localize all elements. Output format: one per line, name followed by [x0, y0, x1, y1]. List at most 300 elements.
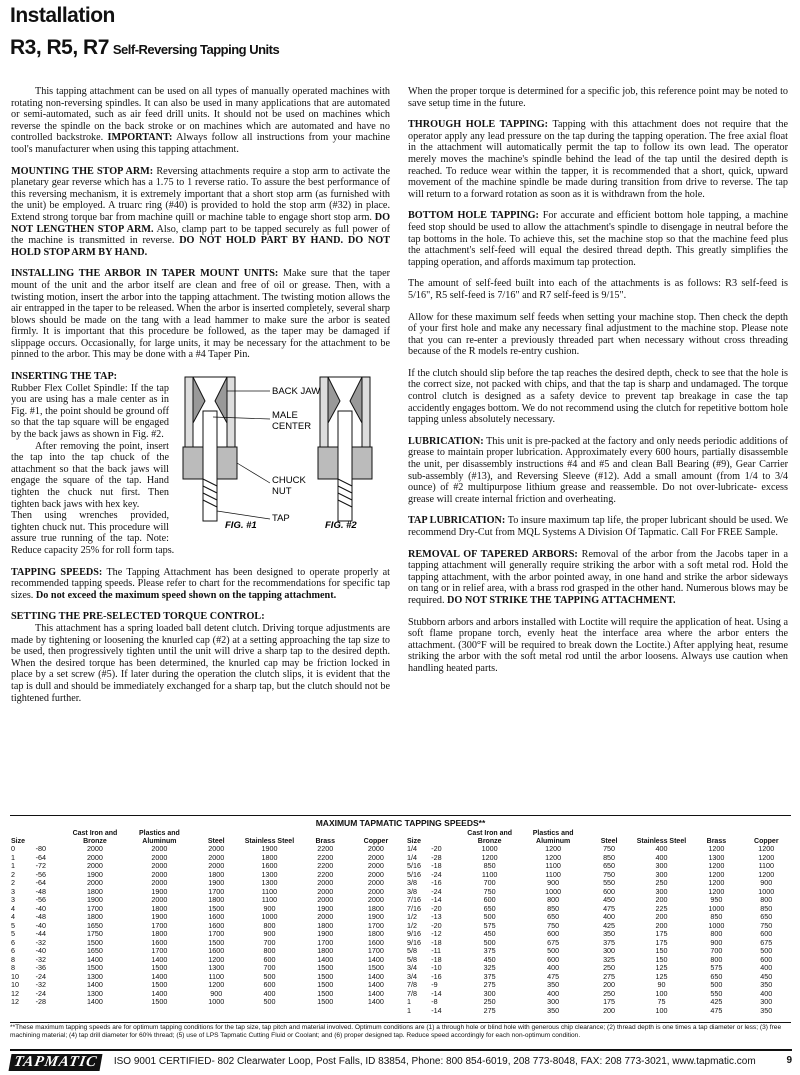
table-cell: 1000 — [208, 997, 225, 1006]
table-cell: 2000 — [151, 844, 168, 853]
table-cell: 500 — [263, 997, 276, 1006]
table-cell: 3/8 — [407, 878, 417, 887]
table-cell: 2000 — [208, 844, 225, 853]
table-cell: 450 — [483, 929, 496, 938]
table-cell: 1200 — [545, 852, 562, 862]
table-cell: 650 — [547, 912, 560, 921]
table-cell: 575 — [710, 963, 723, 972]
table-cell: 2200 — [317, 844, 334, 853]
table-cell: 700 — [483, 878, 496, 887]
table-row — [10, 913, 400, 922]
table-cell: 350 — [547, 1005, 560, 1015]
table-cell: 1900 — [317, 929, 334, 938]
table-cell: 850 — [760, 903, 773, 913]
lubrication-section: LUBRICATION: This unit is pre-packed at the factory and only needs periodic additions of grease to maintain proper lubrication. Approximately every 600 hours, partially disassemble the unit, per disassembly instructions #4 and #5 and clean Ball Bearing (#9), Gear Carrier sub-assembly (#13), and Reversing Sleeve (#12). Add a small amount (from 1/4 to 3/4 ounce) of #2 multipurpose lithium grease and reassemble. Do not over-lubricate- excess grease will create internal friction and overheating. — [408, 435, 788, 505]
table-cell: 12 — [11, 997, 19, 1006]
table-row — [10, 956, 400, 965]
table-cell: 7/8 — [407, 980, 417, 989]
table-footnote: **These maximum tapping speeds are for optimum tapping conditions for the tap size, tap pitch and material involved. Optimum conditions are (1) a through hole or blind hole with generous chip clearance; (2) thread depth is one times a tap diameter or less; (3) free machining material; (4) tap drill diameter for 60% thread; (5) use of LPS Tapmatic Cutting Fluid or Coolant; and (6) proper designed tap. Reduce speed accordingly for each non-optimum condition. — [10, 1022, 791, 1039]
table-row — [406, 964, 790, 973]
table-cell: 1800 — [317, 946, 334, 955]
table-cell: 575 — [483, 920, 496, 930]
table-cell: 225 — [655, 903, 668, 913]
table-cell: 750 — [483, 886, 496, 896]
table-cell: 2000 — [208, 861, 225, 870]
table-cell: 1200 — [758, 852, 775, 862]
table-row — [406, 845, 790, 854]
table-cell: 9/16 — [407, 937, 421, 947]
table-header-cell: Steel — [600, 837, 618, 845]
speeds-table-right — [406, 830, 790, 1015]
table-cell: 1300 — [208, 963, 225, 972]
table-cell: 1/4 — [407, 844, 417, 853]
table-cell: 1200 — [545, 844, 562, 853]
table-cell: 500 — [760, 946, 773, 955]
table-header-cell: Steel — [207, 837, 225, 845]
table-cell: 1600 — [208, 912, 225, 921]
table-cell: 400 — [263, 988, 276, 998]
table-cell: 1700 — [317, 937, 334, 947]
table-cell: 100 — [655, 988, 668, 998]
table-cell: 800 — [263, 920, 276, 930]
table-cell: 12 — [11, 988, 19, 998]
table-cell: 500 — [263, 971, 276, 981]
table-cell: -28 — [431, 852, 442, 862]
arbor-heading: INSTALLING THE ARBOR IN TAPER MOUNT UNITS: — [11, 268, 279, 280]
table-cell: 1300 — [261, 878, 278, 887]
table-cell: 1200 — [708, 844, 725, 853]
table-cell: 1500 — [86, 963, 103, 972]
table-cell: 1500 — [317, 997, 334, 1006]
table-header-cell: Size — [407, 837, 422, 845]
table-cell: -56 — [35, 869, 46, 879]
table-cell: 1650 — [86, 946, 103, 955]
table-cell: -72 — [35, 861, 46, 870]
table-cell: 1500 — [317, 988, 334, 998]
table-cell: 600 — [760, 954, 773, 964]
table-cell: 750 — [603, 844, 616, 853]
table-row — [406, 913, 790, 922]
table-cell: 1600 — [151, 937, 168, 947]
stop-arm-heading: MOUNTING THE STOP ARM: — [11, 165, 154, 177]
table-cell: 1400 — [317, 954, 334, 964]
table-cell: 2000 — [151, 869, 168, 879]
table-cell: 1400 — [367, 997, 384, 1006]
table-cell: 90 — [657, 980, 666, 989]
table-cell: 175 — [655, 929, 668, 938]
table-row — [10, 862, 400, 871]
table-cell: 1700 — [367, 920, 384, 930]
table-row — [406, 888, 790, 897]
table-cell: 1800 — [151, 903, 168, 913]
table-cell: 300 — [760, 997, 773, 1006]
table-cell: 1300 — [86, 988, 103, 998]
models-label: R3, R5, R7 — [10, 36, 109, 59]
bottom-hole-section: BOTTOM HOLE TAPPING: For accurate and efficient bottom hole tapping, a machine feed stop should be used to allow the attachment's spindle to disengage in neutral before the tap bottoms in the hole. To achieve this, set the machine stop so that the machine feed plus the attachment's self-feed will equal the desired thread depth. This greatly simplifies the tapping operation, and affords maximum tap protection. — [408, 210, 789, 268]
table-cell: -36 — [35, 963, 46, 972]
table-header-cell: Stainless Steel — [636, 837, 687, 845]
table-cell: 1100 — [208, 971, 224, 981]
table-cell: 400 — [603, 912, 616, 921]
table-cell: 1200 — [758, 844, 775, 853]
table-cell: -16 — [431, 971, 442, 981]
table-cell: -80 — [35, 844, 46, 853]
table-cell: 300 — [547, 997, 560, 1006]
table-cell: 2000 — [151, 861, 168, 870]
table-cell: -24 — [431, 886, 442, 896]
male-center-label-1: MALE — [272, 410, 298, 422]
tap-lubrication-section: TAP LUBRICATION: To insure maximum tap life, the proper lubricant should be used. We recommend Dry-Cut from MQL Systems A Division Of Tapmatic. Call For FREE Sample. — [408, 515, 789, 538]
table-row — [10, 981, 400, 990]
fig2-label: FIG. #2 — [325, 520, 357, 532]
table-row — [10, 922, 400, 931]
table-cell: 500 — [483, 937, 496, 947]
table-cell: -10 — [431, 963, 442, 972]
table-cell: -12 — [431, 929, 442, 938]
table-cell: 5/8 — [407, 954, 417, 964]
table-cell: 1700 — [151, 946, 168, 955]
table-cell: -18 — [431, 954, 442, 964]
table-cell: 1 — [11, 861, 15, 870]
table-cell: 1400 — [367, 954, 384, 964]
table-cell: 750 — [760, 920, 773, 930]
page-number: 9 — [786, 1055, 792, 1066]
table-cell: 10 — [11, 980, 19, 989]
table-cell: 1800 — [317, 920, 334, 930]
table-cell: 5/8 — [407, 946, 417, 955]
table-cell: 2000 — [151, 895, 168, 904]
table-cell: -8 — [431, 997, 438, 1006]
table-row — [406, 973, 790, 982]
table-cell: 800 — [710, 954, 723, 964]
stop-arm-section: MOUNTING THE STOP ARM: Reversing attachments require a stop arm to activate the planetary gear reverse which has a 1.75 to 1 reverse ratio. To assure the best performance of this reversing mechanism, it is extremely important that a short stop arm (as furnished with the unit) be employed. A truarc ring (#40) is provided to hold the stop arm (#32) in place. Extend strong torque bar from machine quill or machine table to engage short stop arm. DO NOT LENGTHEN STOP ARM. Also, clamp part to be tapped securely as full power of the machine is transmitted in reverse. DO NOT HOLD PART BY HAND. DO NOT HOLD STOP ARM BY HAND. — [11, 165, 391, 258]
tap-lubrication-heading: TAP LUBRICATION: — [408, 515, 506, 527]
table-cell: 475 — [710, 1005, 723, 1015]
table-cell: 2000 — [86, 878, 103, 887]
table-cell: 800 — [547, 895, 560, 904]
table-cell: 550 — [603, 878, 616, 887]
tapmatic-logo: TAPMATIC — [9, 1054, 103, 1071]
table-cell: 1000 — [261, 912, 278, 921]
table-cell: 600 — [760, 929, 773, 938]
table-cell: 300 — [603, 946, 616, 955]
table-cell: 1100 — [545, 861, 561, 870]
table-cell: 9/16 — [407, 929, 421, 938]
table-title: MAXIMUM TAPMATIC TAPPING SPEEDS** — [315, 818, 486, 828]
table-cell: 1500 — [317, 971, 334, 981]
table-cell: 1800 — [367, 929, 384, 938]
table-cell: 2000 — [367, 895, 384, 904]
table-cell: -20 — [431, 903, 442, 913]
table-cell: 1200 — [208, 980, 225, 989]
clutch-paragraph: If the clutch should slip before the tap reaches the desired depth, check to see that the hole is the correct size, not packed with chips, and that the tap is sharp and undamaged. The torque control clutch is designed as a safety device to prevent tap breakage in case the tap accidently engages bottom. We do not recommend using the clutch for repetitive bottom hole tapping unless absolutely necessary. — [408, 367, 788, 426]
table-row — [406, 922, 790, 931]
table-header-cell: Size — [11, 837, 26, 845]
table-cell: 375 — [603, 937, 616, 947]
table-cell: 2000 — [86, 844, 103, 853]
table-cell: 275 — [483, 980, 496, 989]
table-cell: 500 — [547, 946, 560, 955]
table-cell: 475 — [547, 971, 560, 981]
table-cell: 1100 — [545, 869, 561, 879]
table-cell: 1400 — [151, 971, 168, 981]
table-cell: 1 — [407, 1005, 411, 1015]
table-row — [406, 871, 790, 880]
table-cell: 2000 — [208, 852, 225, 862]
table-cell: 2 — [11, 869, 15, 879]
table-cell: -11 — [431, 946, 442, 955]
torque-section: SETTING THE PRE-SELECTED TORQUE CONTROL: This attachment has a spring loaded ball detent clutch. Driving torque adjustments are made by tightening or loosening the knurled cap (#2) at a setting approaching the tap size to be used, then progressively tighten until the unit will drive a sharp tap to the desired depth. When the desired torque has been determined, the knurled cap may be friction locked in place by a set screw (#5). If later during the operation the clutch slips, it is evident that the tap is dull and should be immediately exchanged for a sharp tap, but the clutch should not be tightened further. — [11, 611, 390, 704]
table-cell: -40 — [35, 946, 46, 955]
table-cell: 425 — [603, 920, 616, 930]
table-cell: 425 — [710, 997, 723, 1006]
table-cell: -14 — [431, 895, 442, 904]
table-row — [10, 888, 400, 897]
table-cell: 4 — [11, 903, 15, 913]
table-cell: 1 — [11, 852, 15, 862]
table-row — [406, 990, 790, 999]
lubrication-heading: LUBRICATION: — [408, 435, 484, 447]
table-row — [10, 854, 400, 863]
table-row — [10, 964, 400, 973]
table-cell: 1100 — [758, 861, 775, 870]
table-cell: 400 — [655, 852, 668, 862]
table-cell: 1500 — [151, 997, 168, 1006]
through-hole-heading: THROUGH HOLE TAPPING: — [408, 119, 549, 131]
table-cell: 1600 — [208, 946, 225, 955]
tapping-speeds-section: TAPPING SPEEDS: The Tapping Attachment has been designed to operate properly at recommended tapping speeds. Please refer to chart for the recommendations for specific tap sizes. Do not exceed the maximum speed shown on the tapping attachment. — [11, 566, 390, 601]
table-cell: -16 — [431, 878, 442, 887]
table-cell: 850 — [603, 852, 616, 862]
table-header-cell: Copper — [754, 837, 779, 845]
speeds-table-section — [10, 815, 791, 1015]
right-column — [408, 86, 788, 685]
table-cell: 6 — [11, 937, 15, 947]
table-cell: 400 — [547, 963, 560, 972]
table-row — [10, 939, 400, 948]
allow-paragraph: Allow for these maximum self feeds when setting your machine stop. Then check the depth of your first hole and make any necessary final adjustment to the machine stop. Please note that you can re-enter a previously threaded part when necessary without cross threading because of the R models re-entry cushion. — [408, 311, 788, 358]
table-cell: 175 — [603, 997, 616, 1006]
table-cell: 1200 — [708, 869, 725, 879]
table-cell: 600 — [263, 980, 276, 989]
table-cell: 2200 — [317, 869, 334, 879]
table-cell: 900 — [210, 988, 223, 998]
table-cell: 250 — [603, 988, 616, 998]
table-header-cell: Copper — [363, 837, 389, 845]
table-cell: 1900 — [317, 903, 334, 913]
footer-contact: ISO 9001 CERTIFIED- 802 Clearwater Loop, Post Falls, ID 83854, Phone: 800 854-6019, 208 773-8048, FAX: 208 773-3021, www.tapmatic.com — [113, 1056, 756, 1067]
table-cell: 1 — [407, 997, 411, 1006]
table-row — [406, 930, 790, 939]
removal-section: REMOVAL OF TAPERED ARBORS: Removal of the arbor from the Jacobs taper in a tapping attachment will generally require striking the arbor with a soft metal rod. Hold the tapping attachment, with the arbor pointed away, in one hand and strike the arbor sideways on tang or in relief area, with a brass rod grasped in the other hand. Numerous blows may be required. DO NOT STRIKE THE TAPPING ATTACHMENT. — [408, 548, 789, 606]
table-cell: 1000 — [708, 903, 725, 913]
table-cell: 7/8 — [407, 988, 417, 998]
table-cell: 650 — [710, 971, 723, 981]
table-cell: 1500 — [317, 980, 334, 989]
table-cell: 2000 — [367, 869, 384, 879]
table-cell: 1700 — [86, 903, 103, 913]
chuck-nut-label-1: CHUCK — [272, 475, 306, 487]
table-cell: 1300 — [261, 869, 278, 879]
proper-torque-paragraph: When the proper torque is determined for a specific job, this reference point may be noted to save setup time in the future. — [408, 86, 788, 109]
table-cell: 1650 — [86, 920, 103, 930]
arbor-section: INSTALLING THE ARBOR IN TAPER MOUNT UNITS: Make sure that the taper mount of the unit and the arbor itself are clean and free of oil or grease. Then, with a twisting motion, insert the arbor into the tapping attachment. The twisting motion allows the air entrapped in the taper to be released. When the arbor is inserted completely, several sharp blows should be made on the tang with a lead hammer to make sure the arbor is seated firmly. It is important that this procedure be followed, as the taper may be damaged if slippage occurs. Occasionally, for large units, it may be necessary for the attachment to be pinned to the arbor. This may be done with a #4 Taper Pin. — [11, 268, 390, 361]
table-cell: 1900 — [367, 912, 384, 921]
table-cell: 900 — [263, 929, 276, 938]
table-cell: 1400 — [86, 997, 103, 1006]
table-cell: 550 — [710, 988, 723, 998]
table-cell: 6 — [11, 946, 15, 955]
table-cell: 600 — [483, 895, 496, 904]
table-row — [10, 871, 400, 880]
table-cell: 300 — [655, 869, 668, 879]
table-cell: -9 — [431, 980, 438, 989]
table-cell: -18 — [431, 861, 442, 870]
table-cell: 1700 — [151, 920, 168, 930]
table-cell: 200 — [655, 920, 668, 930]
table-cell: 350 — [760, 980, 773, 989]
table-cell: 400 — [760, 988, 773, 998]
male-center-label-2: CENTER — [272, 421, 312, 433]
table-cell: 600 — [603, 886, 616, 896]
table-row — [406, 854, 790, 863]
table-row — [10, 896, 400, 905]
table-cell: 450 — [483, 954, 496, 964]
table-cell: 2000 — [367, 844, 384, 853]
table-cell: 2000 — [317, 895, 334, 904]
table-cell: 200 — [655, 912, 668, 921]
table-cell: -20 — [431, 844, 442, 853]
table-cell: 2000 — [367, 878, 384, 887]
table-cell: 850 — [483, 861, 496, 870]
table-cell: 650 — [760, 912, 773, 921]
table-cell: 200 — [655, 895, 668, 904]
table-cell: 1000 — [708, 920, 725, 930]
tapping-speeds-heading: TAPPING SPEEDS: — [11, 566, 103, 578]
table-cell: 125 — [655, 971, 668, 981]
table-header-cell: Stainless Steel — [244, 837, 295, 845]
table-cell: 2200 — [317, 861, 334, 870]
table-row — [406, 981, 790, 990]
table-cell: 3/8 — [407, 886, 417, 896]
table-cell: 1900 — [86, 895, 103, 904]
table-cell: 1500 — [208, 903, 225, 913]
table-cell: 1900 — [151, 886, 168, 896]
table-cell: 375 — [483, 946, 496, 955]
table-cell: 100 — [655, 1005, 668, 1015]
table-cell: 1800 — [208, 895, 225, 904]
table-cell: 1700 — [208, 886, 225, 896]
table-cell: -40 — [35, 920, 46, 930]
table-cell: -14 — [431, 1005, 442, 1015]
table-cell: -32 — [35, 937, 46, 947]
fig1-label: FIG. #1 — [225, 520, 257, 532]
table-cell: 3/4 — [407, 963, 417, 972]
table-row — [10, 998, 400, 1007]
table-cell: 600 — [263, 954, 276, 964]
table-cell: 675 — [760, 937, 773, 947]
table-row — [406, 862, 790, 871]
table-cell: 600 — [547, 954, 560, 964]
table-cell: 850 — [547, 903, 560, 913]
table-cell: 650 — [603, 861, 616, 870]
table-cell: 1000 — [481, 844, 498, 853]
table-cell: 3 — [11, 895, 15, 904]
table-row — [406, 879, 790, 888]
torque-heading: SETTING THE PRE-SELECTED TORQUE CONTROL: — [11, 611, 265, 623]
table-row — [406, 896, 790, 905]
table-row — [406, 947, 790, 956]
table-cell: 2000 — [86, 861, 103, 870]
table-cell: 75 — [657, 997, 666, 1006]
table-cell: 1400 — [367, 980, 384, 989]
table-cell: 500 — [710, 980, 723, 989]
table-header-cell: Plastics and Aluminum — [138, 830, 180, 845]
back-jaw-label: BACK JAW — [272, 386, 321, 398]
table-cell: 7/16 — [407, 903, 421, 913]
table-cell: -48 — [35, 912, 46, 921]
table-row — [10, 973, 400, 982]
table-cell: 200 — [603, 980, 616, 989]
table-cell: 1500 — [86, 937, 103, 947]
tap-chuck-figure — [175, 371, 390, 531]
table-header-cell: Cast Iron and Bronze — [467, 830, 513, 845]
table-cell: 1500 — [367, 963, 384, 972]
table-row — [406, 998, 790, 1007]
bottom-hole-heading: BOTTOM HOLE TAPPING: — [408, 210, 539, 222]
table-cell: 275 — [603, 971, 616, 981]
table-cell: 2000 — [86, 852, 103, 862]
table-cell: 1900 — [151, 912, 168, 921]
table-cell: 150 — [655, 954, 668, 964]
table-cell: 1800 — [367, 903, 384, 913]
table-cell: 1900 — [208, 878, 225, 887]
table-cell: 800 — [710, 929, 723, 938]
table-cell: 1800 — [86, 912, 103, 921]
table-row — [10, 930, 400, 939]
table-header-cell: Brass — [706, 837, 727, 845]
table-cell: -24 — [35, 971, 46, 981]
table-cell: 8 — [11, 954, 15, 964]
table-cell: 1750 — [86, 929, 103, 938]
table-cell: 600 — [547, 929, 560, 938]
table-cell: 250 — [483, 997, 496, 1006]
table-cell: 3/4 — [407, 971, 417, 981]
table-cell: 1000 — [545, 886, 562, 896]
table-cell: 1200 — [708, 861, 725, 870]
table-cell: 1800 — [151, 929, 168, 938]
table-cell: 1400 — [367, 971, 384, 981]
table-cell: 1500 — [151, 980, 168, 989]
table-cell: 1200 — [208, 954, 225, 964]
table-cell: 1400 — [86, 954, 103, 964]
table-cell: 475 — [603, 903, 616, 913]
table-cell: 1800 — [208, 869, 225, 879]
table-cell: 5/16 — [407, 869, 421, 879]
table-header-cell — [35, 830, 64, 845]
table-cell: 200 — [603, 1005, 616, 1015]
table-cell: 1500 — [151, 963, 168, 972]
table-cell: -13 — [431, 912, 442, 921]
table-cell: -56 — [35, 895, 46, 904]
table-cell: -24 — [35, 988, 46, 998]
table-cell: 1800 — [261, 852, 278, 862]
table-cell: 2000 — [151, 852, 168, 862]
table-cell: -28 — [35, 997, 46, 1006]
table-cell: 400 — [547, 988, 560, 998]
table-cell: -64 — [35, 852, 46, 862]
inserting-tap-section: BACK JAW MALE CENTER CHUCK NUT TAP FIG. #1 FIG. #2 INSERTING THE TAP: Rubber Flex Collet Spindle: If the tap you are using has a male center as in Fig. #1, the point should be ground off so that the tap square will be engaged by the back jaws as shown in Fig. #2. After removing the point, insert the tap into the tap chuck of the attachment so that the back jaws will engage the square of the tap. Hand tighten the chuck nut first. Then tighten back jaws with hex key. Then using wrenches provided, tighten chuck nut. This procedure will assure true running of the tap. Note: Reduce capacity 25% for roll form taps. — [11, 371, 390, 557]
